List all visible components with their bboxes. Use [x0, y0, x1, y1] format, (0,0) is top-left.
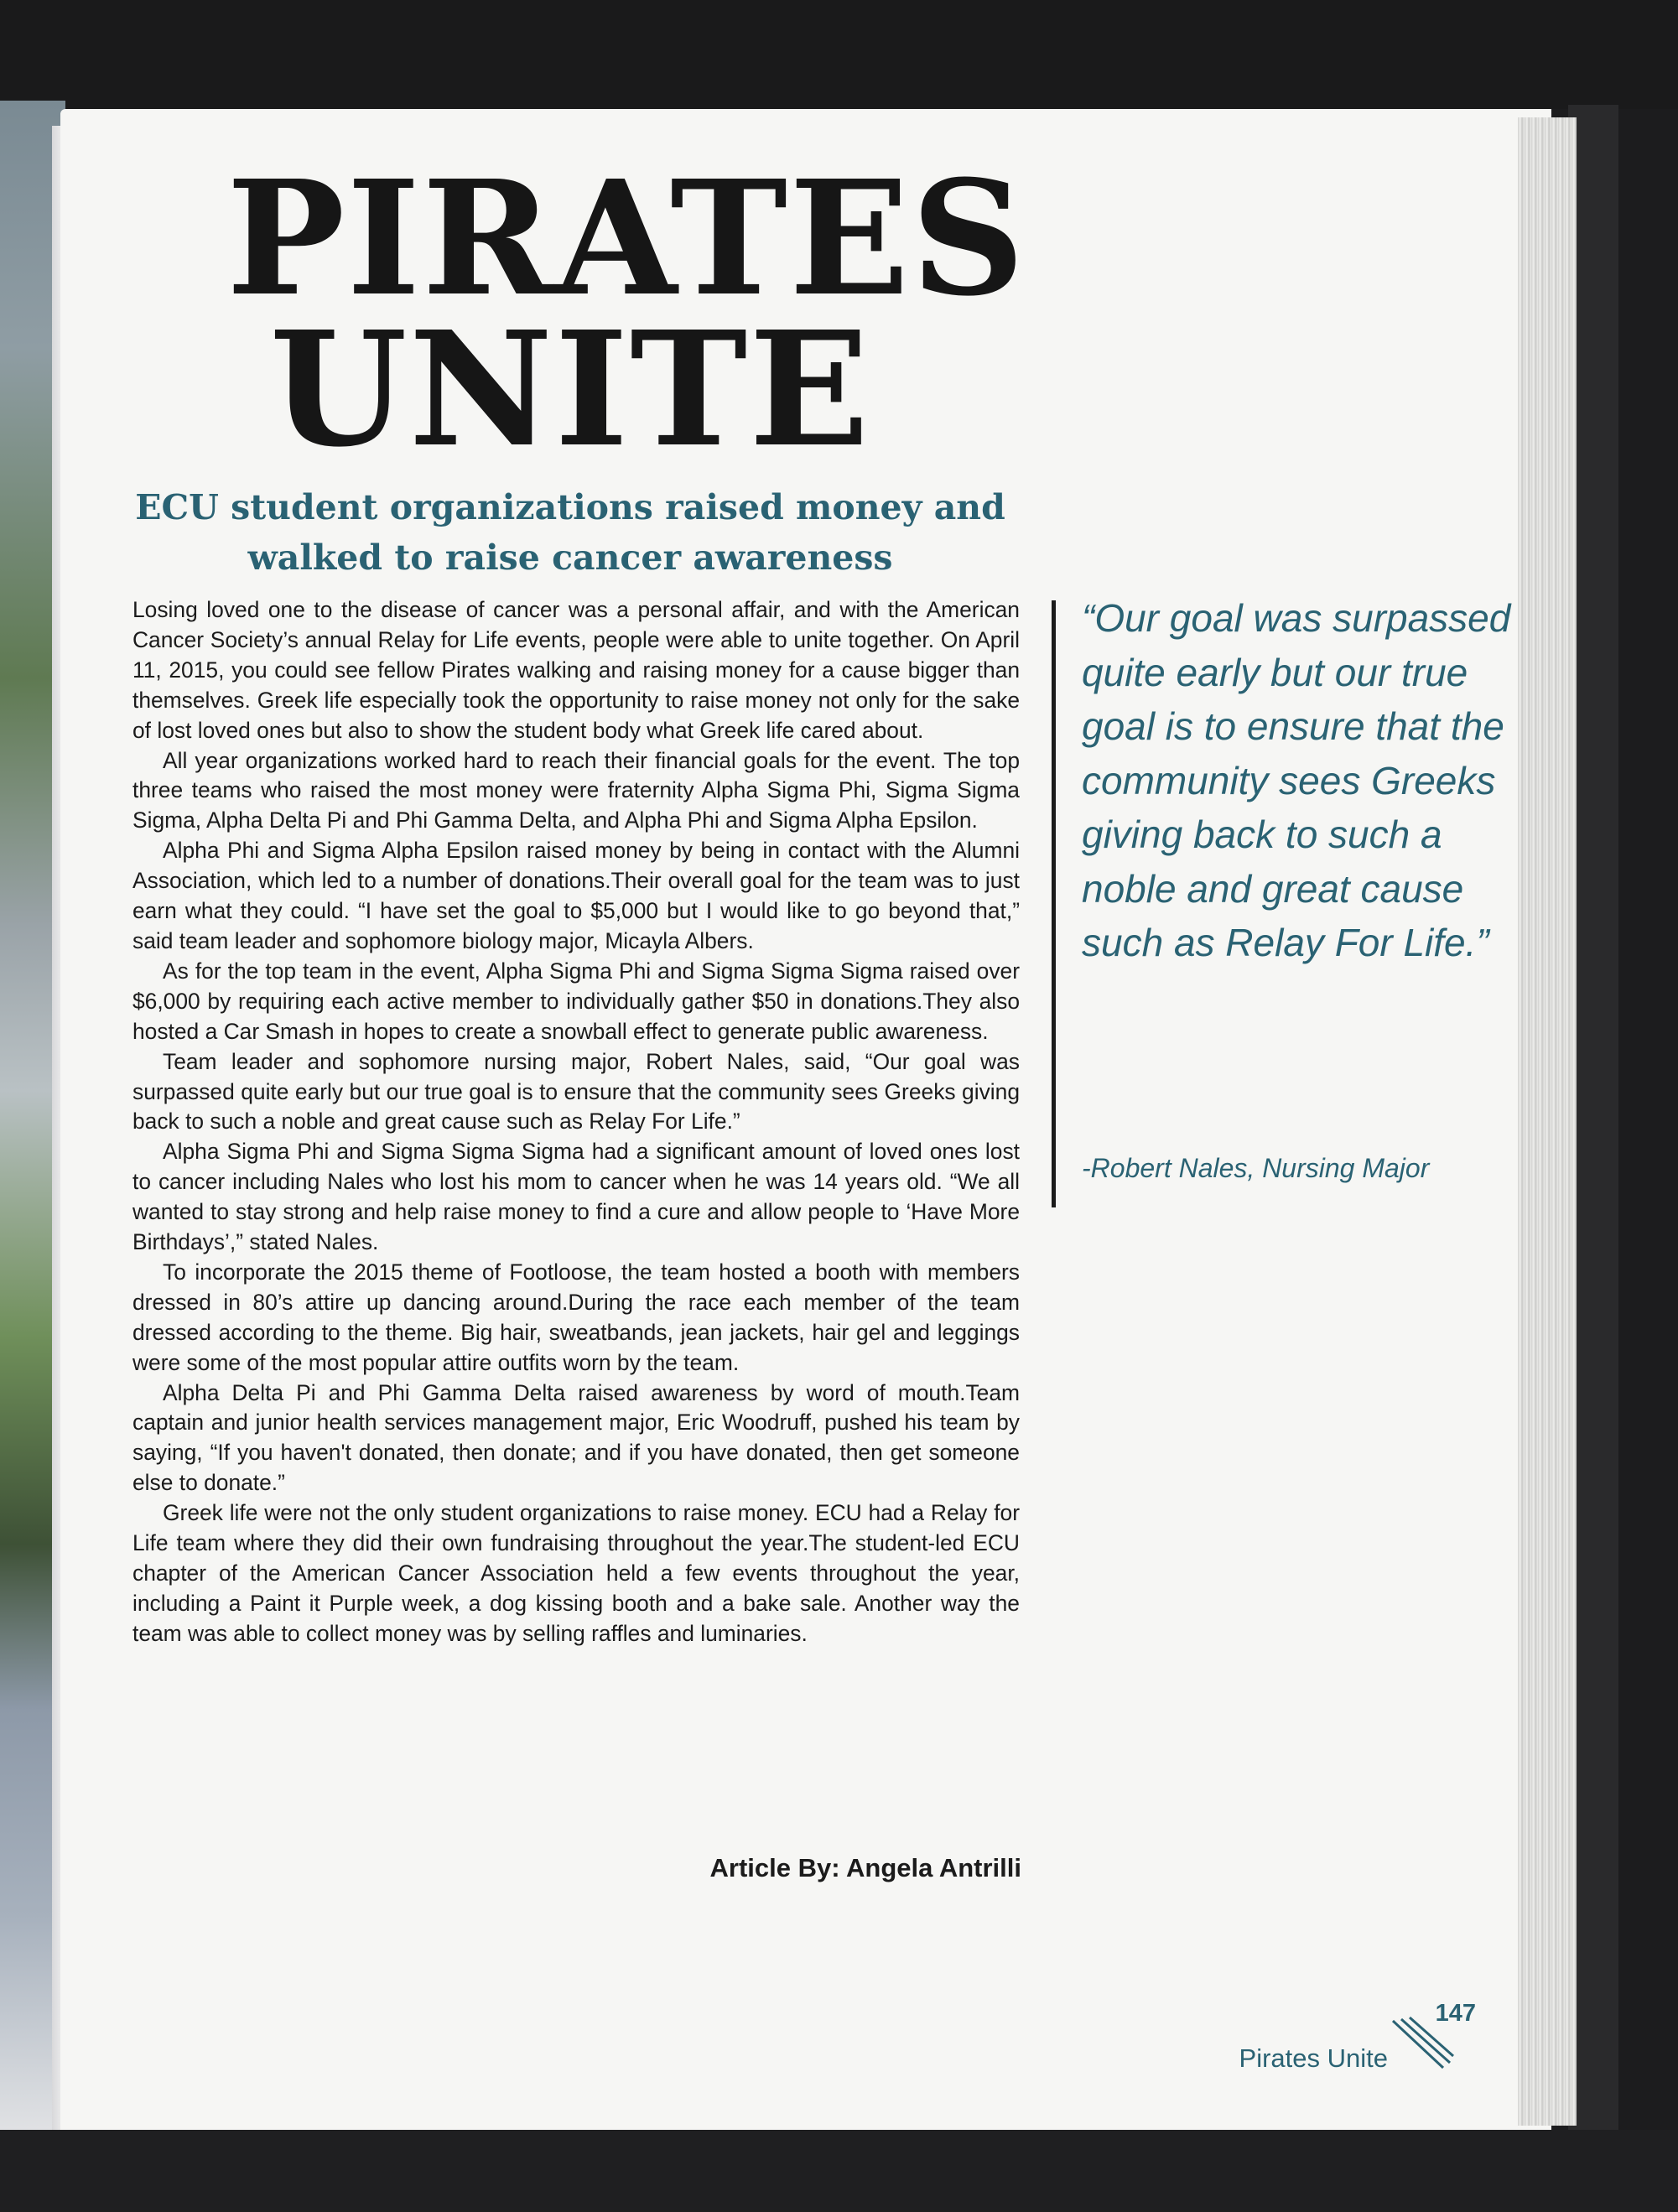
- pull-quote-attribution: -Robert Nales, Nursing Major: [1082, 1153, 1430, 1183]
- subheadline: [134, 482, 1006, 583]
- pull-quote-rule: [1052, 600, 1056, 1207]
- article-paragraph: Losing loved one to the disease of cancer was a personal affair, and with the American Cancer Society’s annual Relay for Life events, people were able to unite together. On April 11, 2015, you could see fellow Pirates walking and raising money for a cause bigger than themselves. Greek life especially took the opportunity to raise money not only for the sake of lost loved ones but also to show the student body what Greek life cared about.: [132, 597, 1020, 743]
- headline-line-1: PIRATES: [226, 146, 1027, 331]
- background-bottom: [0, 2130, 1678, 2212]
- article-paragraph: Alpha Delta Pi and Phi Gamma Delta raised awareness by word of mouth.Team captain and junior health services management major, Eric Woodruff, pushed his team by saying, “If you haven't donated, then donate; and if you have donated, then get someone else to donate.”: [132, 1379, 1020, 1496]
- pull-quote-text: “Our goal was surpassed quite early but our true goal is to ensure that the community sees Greeks giving back to such a noble and great cause such as Relay For Life.”: [1082, 596, 1511, 964]
- subheadline-line-2: walked to raise cancer awareness: [247, 537, 893, 578]
- article-paragraph: All year organizations worked hard to reach their financial goals for the event. The top three teams who raised the most money were fraternity Alpha Sigma Phi, Sigma Sigma Sigma, Alpha Delta Pi and Phi Gamma Delta, and Alpha Phi and Sigma Alpha Epsilon.: [132, 747, 1020, 833]
- article-paragraph: Alpha Sigma Phi and Sigma Sigma Sigma had a significant amount of loved ones lost to cancer including Nales who lost his mom to cancer when he was 14 years old. “We all wanted to stay strong and help raise money to find a cure and allow people to ‘Have More Birthdays’,” stated Nales.: [132, 1139, 1020, 1255]
- background-top: [0, 0, 1678, 109]
- page-number: 147: [1435, 2000, 1476, 2027]
- article-byline: Article By: Angela Antrilli: [709, 1853, 1021, 1882]
- page-stack-edges: [1518, 117, 1577, 2126]
- article-body: [132, 595, 1020, 1649]
- article-paragraph: Alpha Phi and Sigma Alpha Epsilon raised money by being in contact with the Alumni Association, which led to a number of donations.Their overall goal for the team was to just earn what they could. “I have set the goal to $5,000 but I would like to go beyond that,” said team leader and sophomore biology major, Micayla Albers.: [132, 838, 1020, 953]
- article-paragraph: To incorporate the 2015 theme of Footloose, the team hosted a booth with members dressed in 80’s attire up dancing around.During the race each member of the team dressed according to the theme. Big hair, sweatbands, jean jackets, hair gel and leggings were some of the most popular attire outfits worn by the team.: [132, 1259, 1020, 1375]
- article-paragraph: Greek life were not the only student organizations to raise money. ECU had a Relay for Life team where they did their own fundraising throughout the year.The student-led ECU chapter of the American Cancer Association held a few events throughout the year, including a Paint it Purple week, a dog kissing booth and a bake sale. Another way the team was able to collect money was by selling raffles and luminaries.: [132, 1500, 1020, 1646]
- article-paragraph: As for the top team in the event, Alpha Sigma Phi and Sigma Sigma Sigma raised over $6,000 by requiring each active member to individually gather $50 in donations.They also hosted a Car Smash in hopes to create a snowball effect to generate public awareness.: [132, 958, 1020, 1044]
- section-name: Pirates Unite: [1239, 2043, 1388, 2073]
- subheadline-line-1: ECU student organizations raised money and: [135, 487, 1005, 527]
- article-paragraph: Team leader and sophomore nursing major, Robert Nales, said, “Our goal was surpassed quite early but our true goal is to ensure that the community sees Greeks giving back to such a noble and great cause such as Relay For Life.”: [132, 1048, 1020, 1135]
- slash-lines-icon: [1388, 2014, 1455, 2073]
- headline-line-2: UNITE: [269, 297, 871, 482]
